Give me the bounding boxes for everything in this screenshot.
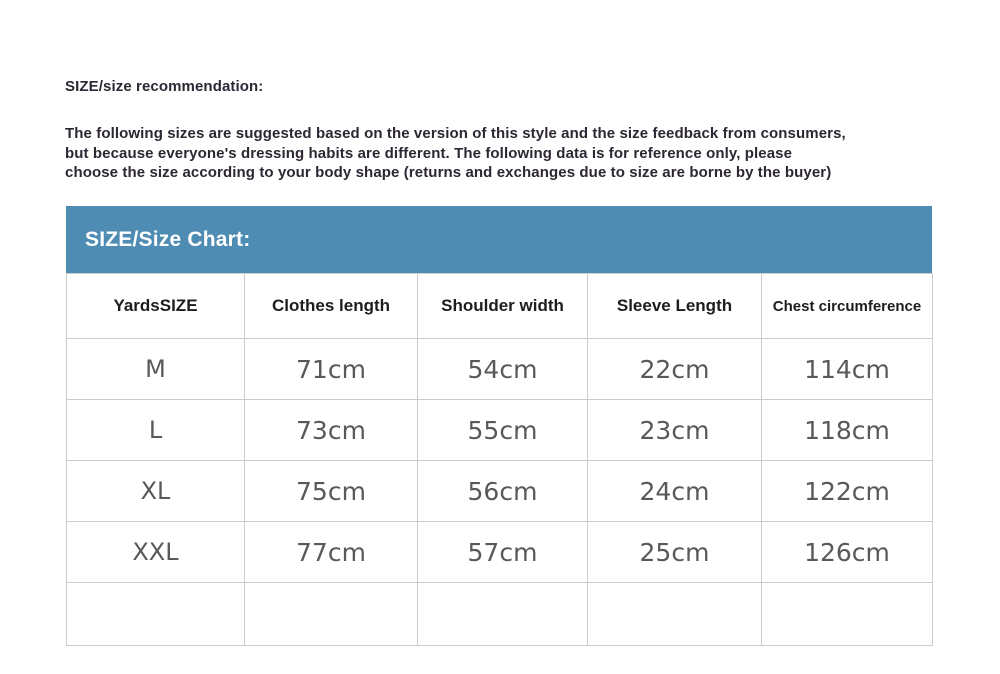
empty-cell <box>67 583 245 646</box>
size-label: XXL <box>67 522 245 583</box>
shoulder-width-value: 57cm <box>418 522 588 583</box>
table-header <box>67 274 933 339</box>
size-chart-banner <box>66 206 932 273</box>
table-row <box>67 339 933 400</box>
recommendation-heading: SIZE/size recommendation: <box>65 78 264 95</box>
chest-circumference-value: 114cm <box>762 339 933 400</box>
sleeve-length-value: 23cm <box>588 400 762 461</box>
recommendation-line-1: The following sizes are suggested based on the version of this style and the size feedback from consumers, <box>65 125 846 142</box>
clothes-length-value: 73cm <box>245 400 418 461</box>
size-label: L <box>67 400 245 461</box>
size-chart-table <box>66 273 933 646</box>
column-header-shoulder-width: Shoulder width <box>418 274 588 339</box>
recommendation-line-2: but because everyone's dressing habits are different. The following data is for reference only, please <box>65 144 793 162</box>
column-header-clothes-length: Clothes length <box>245 274 418 339</box>
empty-cell <box>418 583 588 646</box>
column-header-size: YardsSIZE <box>67 274 245 339</box>
chest-circumference-value: 126cm <box>762 522 933 583</box>
clothes-length-value: 75cm <box>245 461 418 522</box>
column-header-sleeve-length: Sleeve Length <box>588 274 762 339</box>
sleeve-length-value: 22cm <box>588 339 762 400</box>
clothes-length-value: 77cm <box>245 522 418 583</box>
chest-circumference-value: 122cm <box>762 461 933 522</box>
recommendation-line-3: choose the size according to your body shape (returns and exchanges due to size are borne by the buyer) <box>65 164 832 181</box>
empty-cell <box>762 583 933 646</box>
shoulder-width-value: 55cm <box>418 400 588 461</box>
size-chart-banner-title: SIZE/Size Chart: <box>85 227 251 251</box>
shoulder-width-value: 54cm <box>418 339 588 400</box>
shoulder-width-value: 56cm <box>418 461 588 522</box>
table-row <box>67 400 933 461</box>
table-row <box>67 522 933 583</box>
recommendation-text <box>65 124 945 183</box>
chest-circumference-value: 118cm <box>762 400 933 461</box>
table-row <box>67 461 933 522</box>
table-body <box>67 339 933 646</box>
sleeve-length-value: 25cm <box>588 522 762 583</box>
table-row-empty <box>67 583 933 646</box>
empty-cell <box>588 583 762 646</box>
sleeve-length-value: 24cm <box>588 461 762 522</box>
size-recommendation-section <box>65 78 945 183</box>
column-header-chest-circumference: Chest circumference <box>762 274 933 339</box>
size-label: M <box>67 339 245 400</box>
size-label: XL <box>67 461 245 522</box>
clothes-length-value: 71cm <box>245 339 418 400</box>
empty-cell <box>245 583 418 646</box>
table-header-row <box>67 274 933 339</box>
